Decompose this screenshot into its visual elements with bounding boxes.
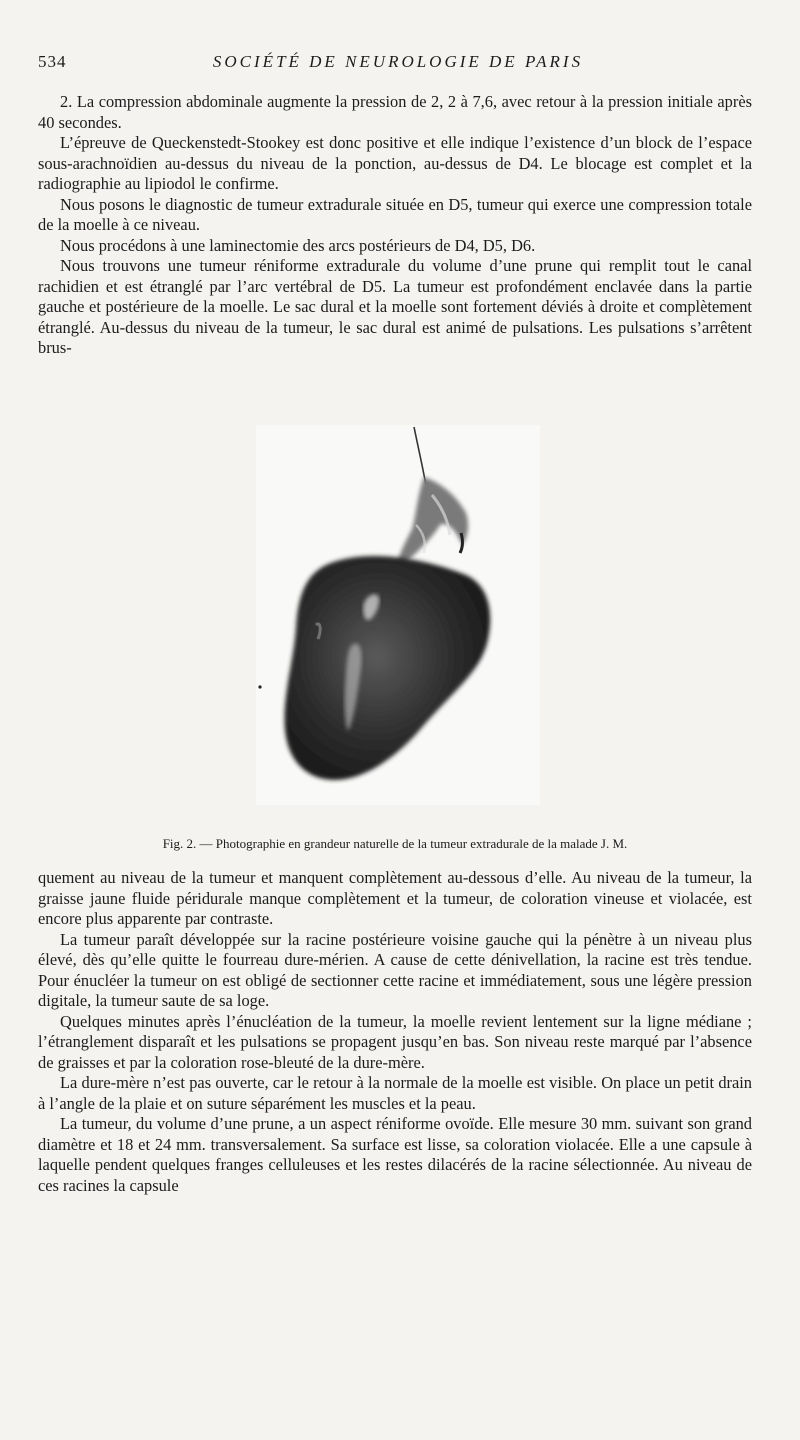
running-title: SOCIÉTÉ DE NEUROLOGIE DE PARIS xyxy=(212,52,584,71)
tumor-photo-image xyxy=(256,425,540,805)
paragraph: Nous procédons à une laminectomie des arcs postérieurs de D4, D5, D6. xyxy=(60,235,536,255)
paragraph: 2. La compression abdominale augmente la pression de 2, 2 à 7,6, avec retour à la pression initiale après 40 secondes. xyxy=(38,92,752,132)
paragraph: La tumeur paraît développée sur la racine postérieure voisine gauche qui la pénètre à un niveau plus élevé, dès qu’elle quitte le fourreau dure-mérien. A cause de cette dénivellation, la racine est très tendue. Pour énucléer la tumeur on est obligé de sectionner cette racine et immédiatement, sous une légère pression digitale, la tumeur saute de sa loge. xyxy=(38,929,752,1010)
text-block-bottom xyxy=(38,868,752,1196)
paragraph: Nous trouvons une tumeur réniforme extradurale du volume d’une prune qui remplit tout le canal rachidien et est étranglé par l’arc vertébral de D5. La tumeur est profondément enclavée dans la partie gauche et postérieure de la moelle. Le sac dural et la moelle sont fortement déviés à droite et complètement étranglé. Au-dessus du niveau de la tumeur, le sac dural est animé de pulsations. Les pulsations s’arrêtent brus- xyxy=(38,256,752,357)
figure-caption: Fig. 2. — Photographie en grandeur naturelle de la tumeur extradurale de la malade J. M. xyxy=(162,836,628,851)
running-header xyxy=(38,52,758,78)
paragraph: quement au niveau de la tumeur et manquent complètement au-dessous d’elle. Au niveau de la tumeur, la graisse jaune fluide péridurale manque complètement et la tumeur, de coloration vineuse et violacée, est encore plus apparente par contraste. xyxy=(38,868,752,928)
page-number: 534 xyxy=(38,52,67,71)
paragraph: La dure-mère n’est pas ouverte, car le retour à la normale de la moelle est visible. On place un petit drain à l’angle de la plaie et on suture séparément les muscles et la peau. xyxy=(38,1073,752,1113)
paragraph: L’épreuve de Queckenstedt-Stookey est donc positive et elle indique l’existence d’un block de l’espace sous-arachnoïdien au-dessus du niveau de la ponction, au-dessus de D4. Le blocage est complet et la radiographie au lipiodol le confirme. xyxy=(38,133,752,193)
tumor-photograph xyxy=(256,425,540,805)
paragraph: Nous posons le diagnostic de tumeur extradurale située en D5, tumeur qui exerce une compression totale de la moelle à ce niveau. xyxy=(38,194,752,234)
paragraph: La tumeur, du volume d’une prune, a un aspect réniforme ovoïde. Elle mesure 30 mm. suivant son grand diamètre et 18 et 24 mm. transversalement. Sa surface est lisse, sa coloration violacée. Elle a une capsule à laquelle pendent quelques franges celluleuses et les restes dilacérés de la racine sélectionnée. Au niveau de ces racines la capsule xyxy=(38,1114,752,1195)
paragraph: Quelques minutes après l’énucléation de la tumeur, la moelle revient lentement sur la ligne médiane ; l’étranglement disparaît et les pulsations se propagent jusqu’en bas. Son niveau reste marqué par l’absence de graisses et par la coloration rose-bleuté de la dure-mère. xyxy=(38,1011,752,1072)
text-block-top xyxy=(38,92,752,359)
